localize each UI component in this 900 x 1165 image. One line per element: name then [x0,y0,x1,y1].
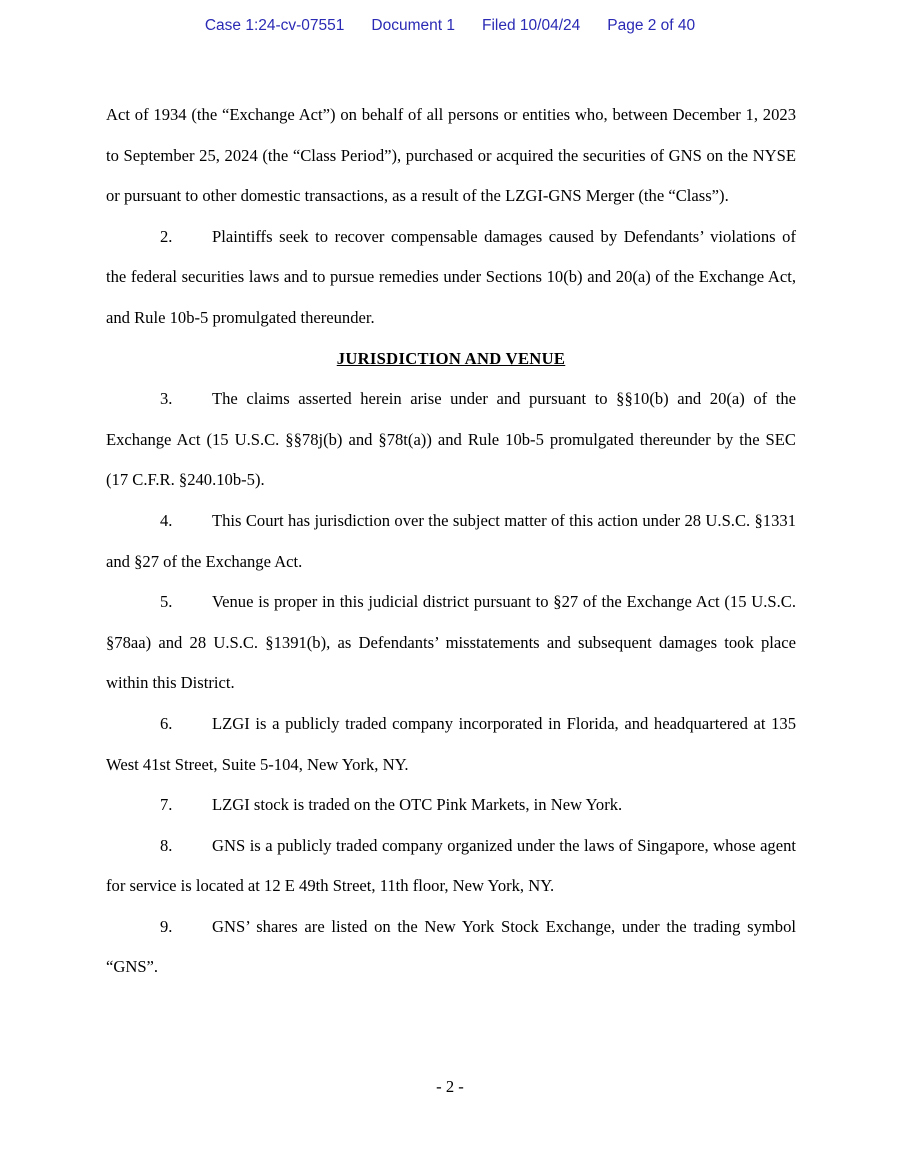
document-body [106,95,796,988]
paragraph-number: 6. [160,713,173,733]
paragraph-3 [106,379,796,501]
paragraph-9 [106,907,796,988]
paragraph-8 [106,826,796,907]
paragraph-text: LZGI is a publicly traded company incorporated in Florida, and headquartered at 135 West 41st Street, Suite 5-104, New York, NY. [106,713,796,774]
paragraph-text: Act of 1934 (the “Exchange Act”) on behalf of all persons or entities who, between December 1, 2023 to September 25, 2024 (the “Class Period”), purchased or acquired the securities of GNS on the NYSE or pursuant to other domestic transactions, as a result of the LZGI-GNS Merger (the “Class”). [106,105,796,206]
paragraph-number: 8. [160,835,173,855]
paragraph-text: This Court has jurisdiction over the subject matter of this action under 28 U.S.C. §1331 and §27 of the Exchange Act. [106,510,796,571]
paragraph-number: 3. [160,389,173,409]
paragraph-7 [106,785,796,826]
paragraph-text: GNS’ shares are listed on the New York Stock Exchange, under the trading symbol “GNS”. [106,916,796,977]
footer-page-number: - 2 - [436,1077,464,1096]
paragraph-4 [106,501,796,582]
case-number: Case 1:24-cv-07551 [204,17,345,34]
paragraph-number: 5. [160,592,173,612]
paragraph-number: 4. [160,510,173,530]
document-number: Document 1 [371,17,455,34]
section-heading-text: JURISDICTION AND VENUE [336,348,566,368]
paragraph-number: 9. [160,916,173,936]
paragraph-text: The claims asserted herein arise under and pursuant to §§10(b) and 20(a) of the Exchange Act (15 U.S.C. §§78j(b) and §78t(a)) and Rule 10b-5 promulgated thereunder by the SEC (17 C.F.R. §240.10b-5). [106,389,796,490]
paragraph-text: Plaintiffs seek to recover compensable damages caused by Defendants’ violations of the federal securities laws and to pursue remedies under Sections 10(b) and 20(a) of the Exchange Act, and Rule 10b-5 promulgated thereunder. [106,226,796,327]
paragraph-text: LZGI stock is traded on the OTC Pink Markets, in New York. [212,795,623,815]
filed-date: Filed 10/04/24 [482,17,581,34]
page-footer [0,1077,900,1097]
page-indicator: Page 2 of 40 [607,17,696,34]
section-heading [106,339,796,380]
continuation-paragraph [106,95,796,217]
paragraph-number: 7. [160,795,173,815]
paragraph-text: GNS is a publicly traded company organized under the laws of Singapore, whose agent for service is located at 12 E 49th Street, 11th floor, New York, NY. [106,835,796,896]
paragraph-5 [106,582,796,704]
paragraph-2 [106,217,796,339]
paragraph-text: Venue is proper in this judicial district pursuant to §27 of the Exchange Act (15 U.S.C. §78aa) and 28 U.S.C. §1391(b), as Defendants’ misstatements and subsequent damages took place within this District. [106,592,796,693]
header-stamp [0,17,900,35]
paragraph-number: 2. [160,226,173,246]
paragraph-6 [106,704,796,785]
